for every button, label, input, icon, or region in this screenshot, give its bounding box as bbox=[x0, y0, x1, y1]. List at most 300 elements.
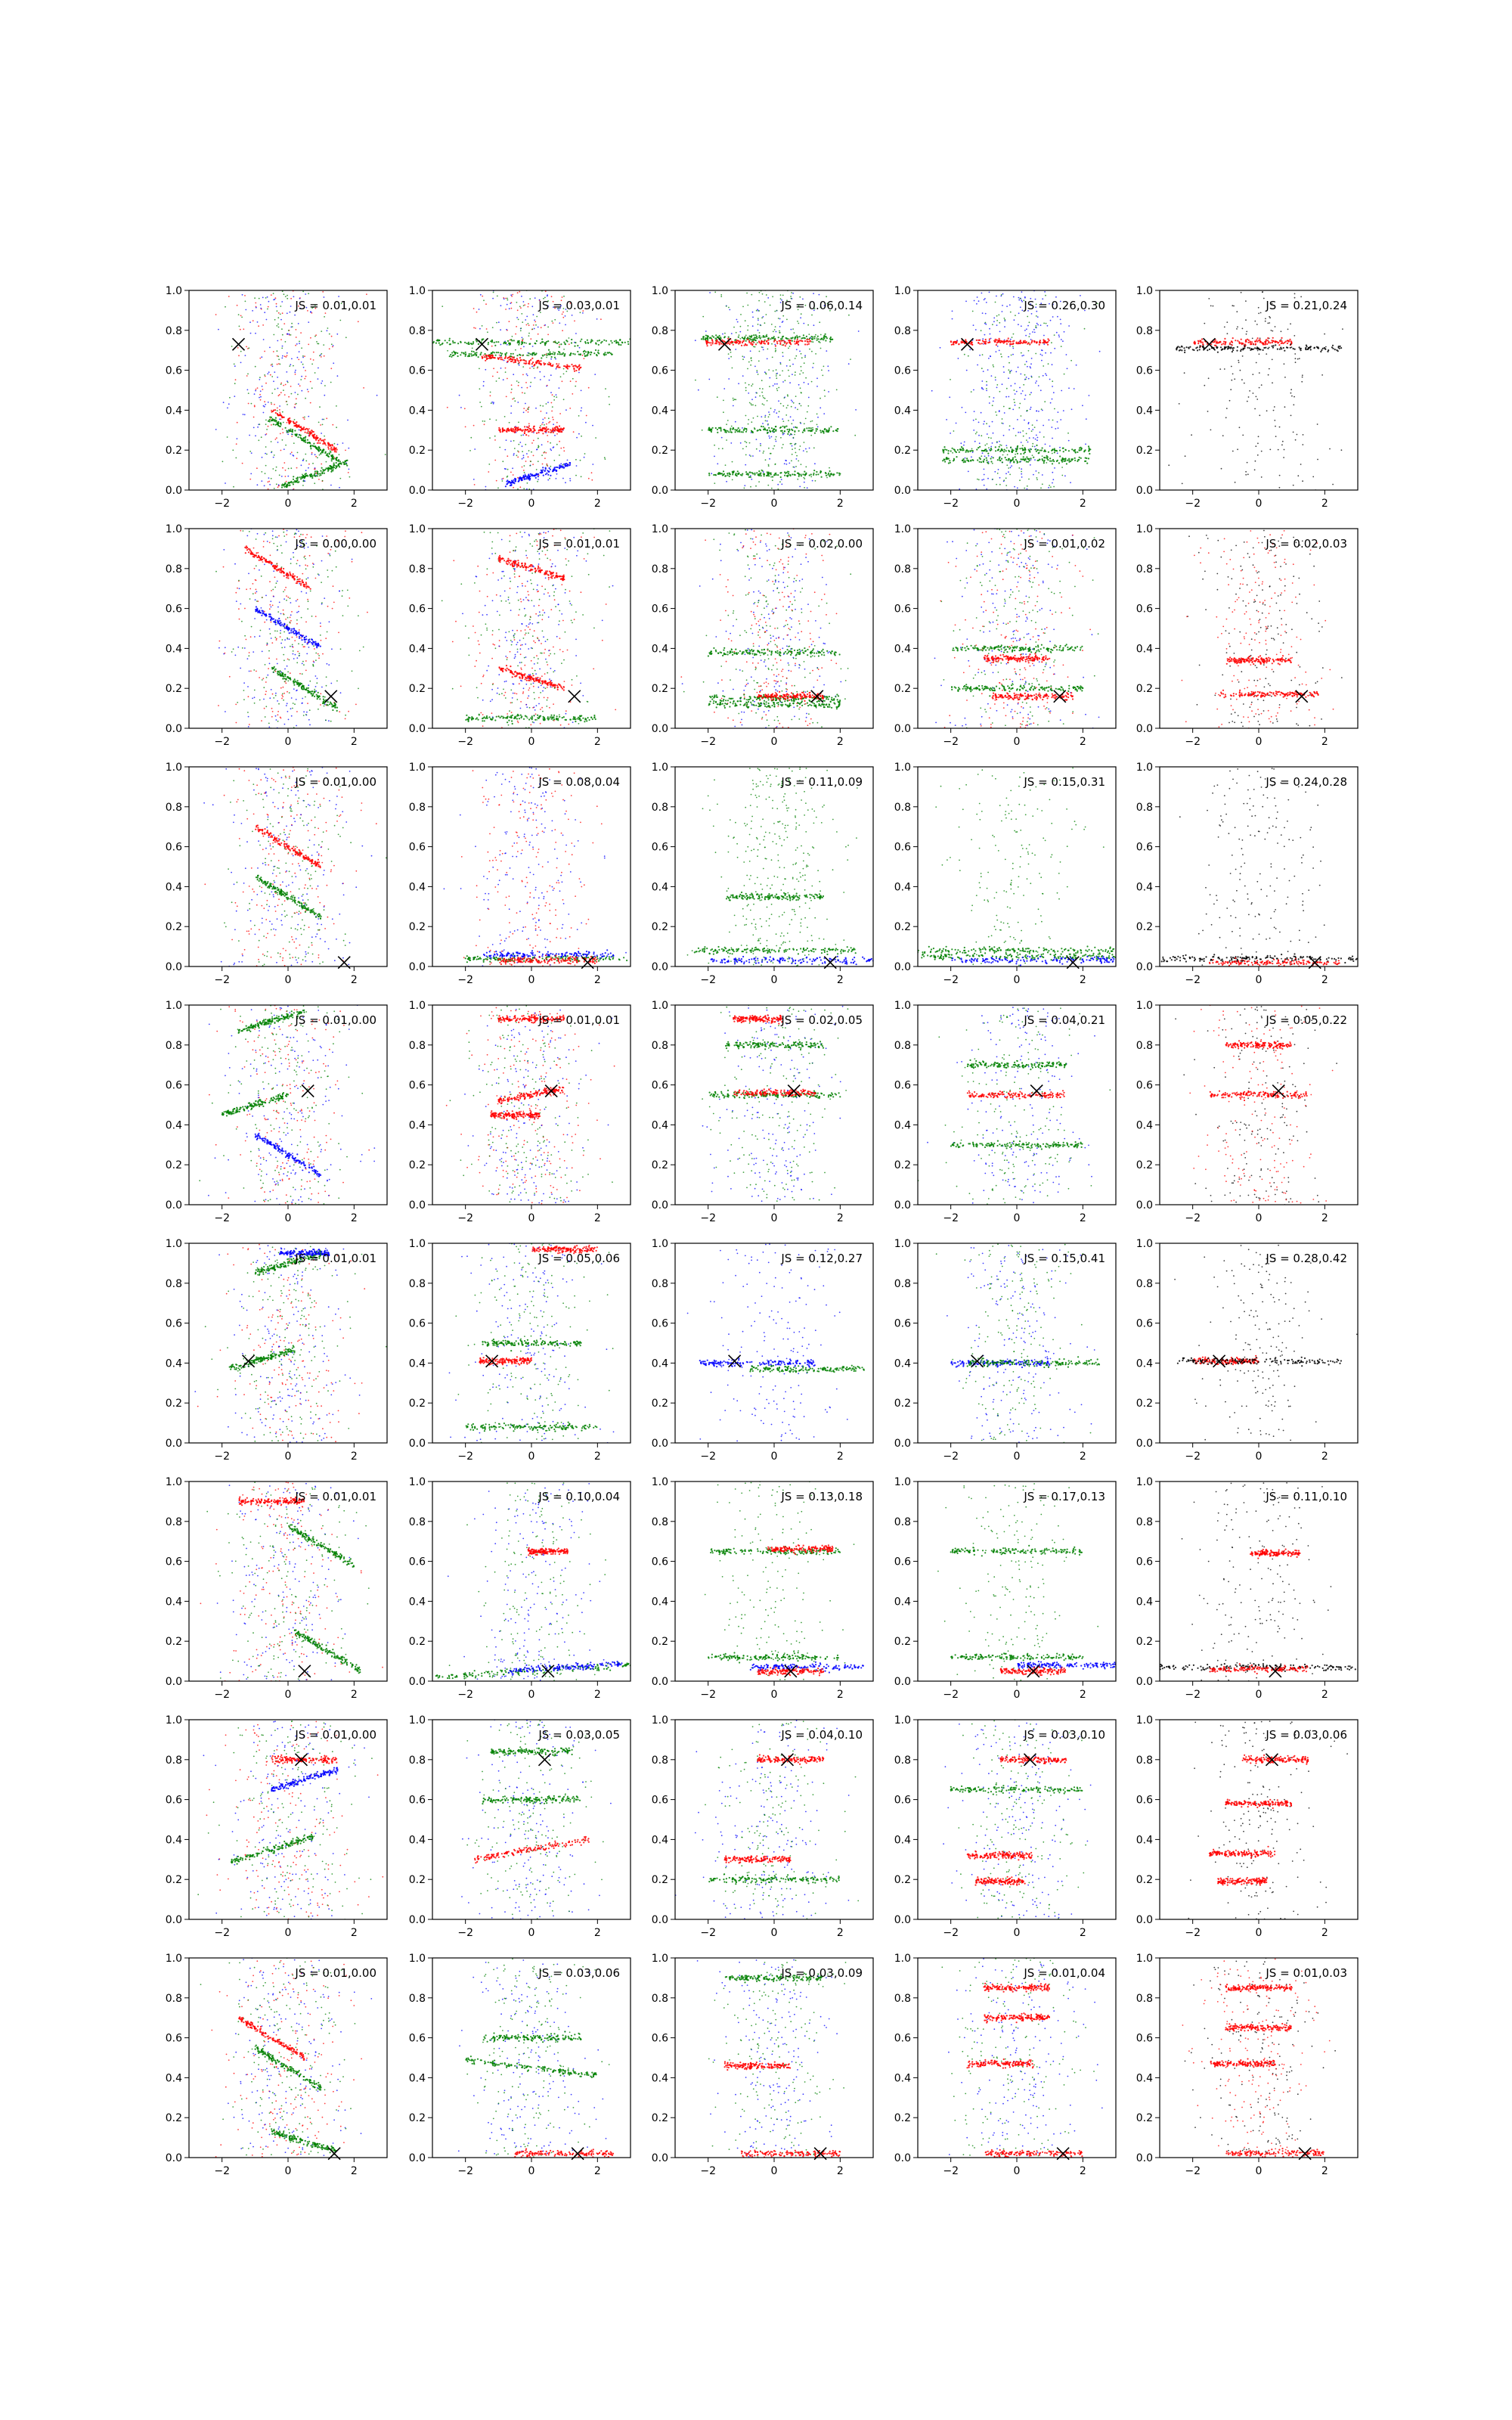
data-point bbox=[528, 456, 529, 458]
data-point bbox=[503, 360, 505, 361]
data-point bbox=[756, 392, 758, 394]
data-point bbox=[527, 429, 528, 430]
data-point bbox=[576, 465, 578, 467]
data-point bbox=[1273, 345, 1275, 346]
data-point bbox=[1011, 355, 1012, 356]
data-point bbox=[253, 548, 255, 549]
data-point bbox=[1044, 401, 1046, 402]
data-point bbox=[580, 353, 581, 355]
data-point bbox=[740, 314, 742, 315]
data-point bbox=[272, 365, 274, 367]
data-point bbox=[1261, 384, 1263, 386]
data-point bbox=[1253, 392, 1254, 394]
data-point bbox=[271, 392, 273, 394]
data-point bbox=[336, 405, 337, 407]
data-point bbox=[528, 473, 529, 475]
data-point bbox=[1037, 449, 1039, 451]
data-point bbox=[347, 420, 349, 421]
data-point bbox=[283, 422, 284, 424]
data-point bbox=[801, 392, 802, 393]
data-point bbox=[512, 336, 513, 337]
data-point bbox=[500, 344, 502, 346]
data-point bbox=[1026, 341, 1027, 343]
data-point bbox=[479, 328, 481, 330]
data-point bbox=[983, 479, 984, 480]
data-point bbox=[993, 433, 994, 434]
data-point bbox=[737, 321, 739, 323]
data-point bbox=[526, 324, 528, 326]
data-point bbox=[1036, 445, 1037, 446]
data-point bbox=[296, 421, 297, 423]
data-point bbox=[968, 461, 969, 462]
data-point bbox=[1249, 347, 1250, 349]
data-point bbox=[782, 344, 784, 346]
data-point bbox=[796, 335, 798, 337]
data-point bbox=[986, 460, 987, 461]
data-point bbox=[745, 446, 747, 448]
data-point bbox=[805, 466, 807, 467]
data-point bbox=[1322, 348, 1324, 349]
data-point bbox=[793, 427, 795, 428]
data-point bbox=[556, 422, 558, 424]
data-point bbox=[1256, 399, 1258, 400]
data-point bbox=[552, 406, 553, 408]
data-point bbox=[1056, 332, 1058, 334]
data-point bbox=[1009, 425, 1011, 427]
data-point bbox=[318, 422, 320, 424]
data-point bbox=[1025, 395, 1027, 396]
data-point bbox=[801, 366, 802, 368]
data-point bbox=[284, 293, 285, 295]
data-point bbox=[1002, 293, 1004, 295]
data-point bbox=[984, 455, 986, 457]
data-point bbox=[1297, 434, 1298, 436]
data-point bbox=[997, 473, 999, 474]
data-point bbox=[801, 464, 802, 465]
data-point bbox=[1077, 451, 1078, 453]
data-point bbox=[1031, 313, 1033, 315]
data-point bbox=[720, 428, 722, 430]
data-point bbox=[542, 419, 544, 420]
data-point bbox=[280, 433, 281, 435]
data-point bbox=[281, 694, 283, 696]
data-point bbox=[471, 351, 472, 352]
data-point bbox=[811, 341, 813, 343]
y-tick-label: 0.4 bbox=[894, 405, 911, 417]
data-point bbox=[714, 445, 715, 446]
data-point bbox=[277, 364, 278, 365]
data-point bbox=[781, 479, 782, 480]
data-point bbox=[239, 326, 240, 327]
data-point bbox=[758, 300, 760, 302]
data-point bbox=[253, 583, 254, 585]
data-point bbox=[801, 357, 803, 358]
data-point bbox=[563, 447, 565, 448]
data-point bbox=[517, 451, 519, 452]
data-point bbox=[537, 366, 538, 368]
data-point bbox=[717, 463, 718, 464]
data-point bbox=[1283, 457, 1284, 458]
data-point bbox=[494, 352, 495, 353]
data-point bbox=[1041, 408, 1043, 410]
data-point bbox=[586, 355, 587, 356]
data-point bbox=[528, 476, 530, 478]
data-point bbox=[739, 430, 740, 431]
data-point bbox=[551, 430, 553, 432]
data-point bbox=[317, 475, 318, 476]
data-point bbox=[533, 368, 534, 369]
data-point bbox=[342, 442, 344, 444]
data-point bbox=[824, 428, 826, 430]
data-point bbox=[739, 342, 740, 343]
data-point bbox=[584, 453, 586, 455]
data-point bbox=[753, 417, 754, 419]
data-point bbox=[336, 457, 338, 458]
data-point bbox=[307, 389, 308, 390]
data-point bbox=[757, 416, 758, 417]
data-point bbox=[1312, 476, 1314, 478]
data-point bbox=[1256, 396, 1257, 398]
data-point bbox=[258, 552, 259, 554]
data-point bbox=[500, 329, 501, 330]
data-point bbox=[307, 439, 308, 441]
data-point bbox=[1030, 408, 1031, 410]
data-point bbox=[791, 460, 792, 461]
data-point bbox=[745, 464, 746, 466]
data-point bbox=[293, 421, 294, 423]
data-point bbox=[571, 342, 572, 343]
data-point bbox=[776, 436, 777, 438]
data-point bbox=[952, 311, 953, 312]
data-point bbox=[541, 455, 543, 456]
data-point bbox=[1198, 341, 1200, 343]
data-point bbox=[329, 453, 330, 455]
data-point bbox=[771, 488, 773, 489]
data-point bbox=[231, 346, 233, 347]
data-point bbox=[237, 588, 238, 589]
data-point bbox=[314, 336, 316, 337]
data-point bbox=[318, 368, 319, 369]
data-point bbox=[749, 336, 751, 337]
data-point bbox=[1006, 306, 1008, 307]
data-point bbox=[785, 380, 786, 381]
data-point bbox=[562, 464, 564, 466]
data-point bbox=[597, 352, 599, 353]
data-point bbox=[460, 341, 461, 343]
data-point bbox=[795, 374, 796, 376]
data-point bbox=[1060, 319, 1061, 321]
data-point bbox=[557, 353, 559, 355]
data-point bbox=[1054, 467, 1055, 469]
data-point bbox=[1058, 411, 1059, 413]
data-point bbox=[745, 415, 747, 417]
data-point bbox=[1275, 436, 1277, 437]
data-point bbox=[981, 461, 982, 463]
data-point bbox=[1015, 405, 1016, 406]
data-point bbox=[575, 342, 576, 343]
data-point bbox=[1257, 455, 1259, 456]
data-point bbox=[565, 315, 566, 317]
data-point bbox=[548, 349, 550, 351]
data-point bbox=[336, 427, 337, 428]
data-point bbox=[256, 307, 257, 309]
data-point bbox=[742, 375, 744, 377]
data-point bbox=[1284, 449, 1285, 451]
data-point bbox=[797, 473, 798, 474]
data-point bbox=[1259, 339, 1261, 340]
data-point bbox=[739, 331, 741, 333]
data-point bbox=[507, 483, 508, 485]
data-point bbox=[280, 314, 281, 315]
data-point bbox=[268, 477, 270, 479]
data-point bbox=[1267, 348, 1269, 349]
data-point bbox=[1293, 348, 1294, 349]
data-point bbox=[285, 683, 287, 684]
data-point bbox=[789, 382, 791, 383]
data-point bbox=[813, 470, 815, 471]
data-point bbox=[1040, 324, 1042, 326]
data-point bbox=[536, 433, 538, 434]
data-point bbox=[457, 355, 459, 357]
data-point bbox=[942, 460, 943, 461]
data-point bbox=[334, 451, 336, 452]
data-point bbox=[1021, 415, 1022, 417]
data-point bbox=[952, 448, 953, 449]
data-point bbox=[520, 348, 522, 349]
data-point bbox=[987, 443, 988, 445]
data-point bbox=[559, 441, 560, 442]
data-point bbox=[730, 430, 731, 431]
y-tick-label: 0.0 bbox=[409, 485, 426, 497]
data-point bbox=[215, 314, 217, 315]
data-point bbox=[305, 293, 306, 295]
data-point bbox=[823, 431, 824, 433]
data-point bbox=[305, 442, 306, 443]
data-point bbox=[549, 421, 550, 423]
x-tick-label: −2 bbox=[457, 498, 473, 510]
data-point bbox=[546, 424, 547, 425]
data-point bbox=[541, 430, 543, 431]
data-point bbox=[289, 365, 290, 367]
data-point bbox=[817, 336, 819, 337]
data-point bbox=[489, 437, 491, 439]
data-point bbox=[1027, 410, 1028, 411]
data-point bbox=[773, 331, 774, 333]
data-point bbox=[996, 339, 998, 340]
data-point bbox=[775, 351, 776, 352]
data-point bbox=[502, 428, 503, 430]
data-point bbox=[1241, 339, 1242, 340]
data-point bbox=[1240, 350, 1241, 352]
data-point bbox=[759, 450, 761, 451]
data-point bbox=[560, 466, 562, 467]
data-point bbox=[1011, 460, 1012, 461]
data-point bbox=[292, 434, 293, 436]
data-point bbox=[331, 343, 333, 345]
data-point bbox=[997, 459, 999, 461]
data-point bbox=[765, 373, 767, 374]
data-point bbox=[276, 483, 277, 485]
data-point bbox=[542, 355, 544, 356]
data-point bbox=[494, 342, 495, 343]
data-point bbox=[535, 475, 537, 476]
data-point bbox=[271, 424, 272, 426]
data-point bbox=[986, 458, 987, 459]
data-point bbox=[1327, 351, 1328, 352]
data-point bbox=[979, 461, 981, 463]
data-point bbox=[569, 343, 570, 345]
data-point bbox=[1005, 459, 1007, 461]
data-point bbox=[545, 468, 547, 470]
data-point bbox=[746, 293, 748, 294]
data-point bbox=[269, 484, 271, 486]
data-point bbox=[510, 482, 511, 484]
data-point bbox=[500, 358, 502, 360]
data-point bbox=[600, 318, 602, 320]
data-point bbox=[1257, 341, 1259, 343]
data-point bbox=[329, 334, 330, 335]
data-point bbox=[809, 474, 810, 476]
data-point bbox=[986, 384, 987, 386]
data-point bbox=[305, 475, 307, 476]
data-point bbox=[265, 420, 267, 421]
data-point bbox=[255, 333, 256, 334]
data-point bbox=[1265, 347, 1266, 349]
data-point bbox=[1017, 446, 1018, 448]
data-point bbox=[1244, 383, 1245, 384]
data-point bbox=[1039, 459, 1040, 461]
data-point bbox=[280, 383, 282, 384]
data-point bbox=[712, 341, 714, 343]
data-point bbox=[985, 448, 987, 450]
data-point bbox=[818, 341, 820, 343]
data-point bbox=[702, 337, 704, 339]
data-point bbox=[473, 425, 475, 427]
data-point bbox=[309, 442, 311, 444]
data-point bbox=[546, 412, 547, 414]
data-point bbox=[1275, 341, 1276, 343]
x-tick-label: −2 bbox=[1185, 498, 1201, 510]
data-point bbox=[983, 461, 984, 463]
data-point bbox=[535, 361, 537, 363]
data-point bbox=[749, 442, 751, 444]
data-point bbox=[1041, 360, 1043, 361]
data-point bbox=[728, 358, 730, 359]
data-point bbox=[1184, 372, 1185, 374]
data-point bbox=[794, 470, 795, 472]
data-point bbox=[452, 342, 454, 343]
data-point bbox=[293, 476, 294, 477]
data-point bbox=[968, 355, 969, 357]
data-point bbox=[1271, 340, 1272, 341]
data-point bbox=[786, 319, 788, 321]
data-point bbox=[282, 334, 284, 336]
data-point bbox=[1043, 323, 1045, 324]
data-point bbox=[299, 385, 301, 386]
data-point bbox=[1250, 342, 1251, 343]
data-point bbox=[1241, 379, 1243, 380]
data-point bbox=[1047, 344, 1049, 346]
data-point bbox=[1013, 296, 1015, 298]
data-point bbox=[1054, 334, 1055, 336]
data-point bbox=[612, 342, 613, 343]
data-point bbox=[301, 390, 302, 392]
data-point bbox=[1030, 339, 1032, 340]
data-point bbox=[1001, 340, 1002, 342]
data-point bbox=[780, 472, 782, 473]
data-point bbox=[276, 638, 277, 640]
data-point bbox=[277, 423, 279, 424]
data-point bbox=[837, 428, 838, 430]
data-point bbox=[968, 471, 969, 473]
data-point bbox=[550, 363, 551, 365]
data-point bbox=[730, 428, 731, 430]
data-point bbox=[556, 473, 558, 475]
data-point bbox=[284, 484, 285, 486]
data-point bbox=[268, 481, 270, 482]
data-point bbox=[1043, 365, 1044, 367]
data-point bbox=[1019, 448, 1021, 449]
data-point bbox=[784, 430, 785, 432]
data-point bbox=[826, 337, 828, 339]
data-point bbox=[248, 347, 249, 349]
data-point bbox=[808, 343, 810, 345]
data-point bbox=[790, 337, 792, 339]
data-point bbox=[476, 340, 478, 342]
data-point bbox=[777, 484, 779, 486]
data-point bbox=[245, 301, 246, 302]
data-point bbox=[745, 428, 747, 430]
data-point bbox=[464, 408, 466, 409]
data-point bbox=[806, 451, 807, 453]
data-point bbox=[290, 312, 291, 313]
data-point bbox=[1027, 442, 1029, 443]
x-tick-label: 0 bbox=[1014, 498, 1021, 510]
data-point bbox=[826, 429, 827, 430]
data-point bbox=[528, 360, 530, 361]
data-point bbox=[717, 473, 719, 475]
data-point bbox=[982, 338, 984, 340]
data-point bbox=[1027, 325, 1029, 327]
data-point bbox=[720, 294, 722, 296]
data-point bbox=[773, 385, 774, 386]
data-point bbox=[288, 418, 290, 420]
data-point bbox=[273, 293, 274, 294]
data-point bbox=[1183, 347, 1185, 349]
data-point bbox=[506, 431, 507, 433]
data-point bbox=[1278, 344, 1280, 346]
data-point bbox=[537, 481, 538, 482]
data-point bbox=[772, 296, 773, 297]
data-point bbox=[562, 352, 564, 354]
data-point bbox=[981, 435, 982, 436]
data-point bbox=[738, 337, 739, 338]
data-point bbox=[296, 403, 297, 405]
data-point bbox=[998, 469, 999, 470]
data-point bbox=[553, 430, 555, 431]
data-point bbox=[728, 337, 730, 338]
data-point bbox=[748, 476, 750, 478]
data-point bbox=[275, 424, 277, 426]
data-point bbox=[1024, 342, 1025, 343]
data-point bbox=[728, 353, 730, 355]
data-point bbox=[531, 431, 533, 433]
data-point bbox=[999, 446, 1000, 448]
data-point bbox=[554, 357, 556, 358]
data-point bbox=[767, 473, 769, 474]
data-point bbox=[1036, 420, 1038, 421]
data-point bbox=[962, 449, 963, 451]
